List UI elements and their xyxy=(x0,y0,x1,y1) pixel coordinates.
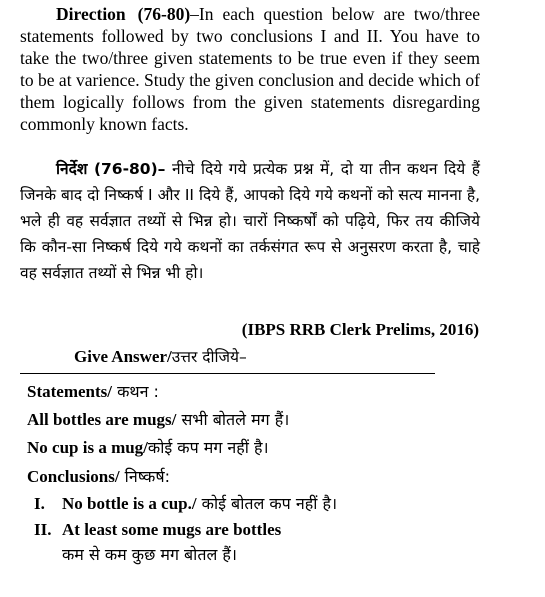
direction-hindi xyxy=(20,156,480,286)
conclusion-1-number: I. xyxy=(34,494,45,513)
conclusion-1-en: No bottle is a cup./ xyxy=(62,494,197,513)
direction-hindi-text: नीचे दिये गये प्रत्येक प्रश्न में, दो या तीन कथन दिये हैं जिनके बाद दो निष्कर्ष I और II दिये हैं, आपको दिये गये कथनों को सत्य मानना है, भले ही वह सर्वज्ञात तथ्यों से भिन्न हो। चारों निष्कर्षों को पढ़िये, फिर तय कीजिये कि कौन-सा निष्कर्ष दिये गये कथनों का तर्कसंगत रूप से अनुसरण करता है, चाहे वह सर्वज्ञात तथ्यों से भिन्न भी हो। xyxy=(20,160,481,282)
give-answer-hi: उत्तर दीजिये– xyxy=(171,348,247,366)
statements-heading-hi: कथन : xyxy=(111,382,159,401)
direction-hindi-label: निर्देश xyxy=(56,160,88,178)
divider xyxy=(20,373,435,374)
conclusion-2-hi: कम से कम कुछ मग बोतल हैं। xyxy=(62,545,237,564)
direction-text: –In each question below are two/three statements followed by two conclusions I and II. You have to take the two/three given statements to be true even if they seem to be at varience. Study the given conclusion and decide which of them logically follows from the given statements disregarding commonly known facts. xyxy=(20,4,480,134)
give-answer-en: Give Answer/ xyxy=(74,347,172,366)
conclusions-heading-hi: निष्कर्ष: xyxy=(119,467,170,486)
statement-1 xyxy=(27,408,289,430)
direction-hindi-range: (76-80)– xyxy=(93,160,166,178)
direction-label: Direction xyxy=(56,4,126,24)
statement-1-en: All bottles are mugs/ xyxy=(27,410,177,429)
conclusion-2-number: II. xyxy=(34,520,52,539)
exam-source: (IBPS RRB Clerk Prelims, 2016) xyxy=(241,320,479,339)
give-answer xyxy=(74,345,247,367)
statement-1-hi: सभी बोतले मग हैं। xyxy=(176,410,290,429)
statements-heading xyxy=(27,380,159,402)
conclusions-heading xyxy=(27,465,170,487)
statement-2-en: No cup is a mug/ xyxy=(27,438,148,457)
conclusion-2 xyxy=(34,520,281,540)
direction-range: (76-80) xyxy=(137,4,191,24)
statements-heading-en: Statements/ xyxy=(27,382,112,401)
conclusions-heading-en: Conclusions/ xyxy=(27,467,120,486)
conclusion-1 xyxy=(34,492,337,514)
conclusion-2-en: At least some mugs are bottles xyxy=(62,520,282,539)
statement-2-hi: कोई कप मग नहीं है। xyxy=(147,438,269,457)
direction-english xyxy=(20,3,480,135)
statement-2 xyxy=(27,436,269,458)
conclusion-1-hi: कोई बोतल कप नहीं है। xyxy=(196,494,338,513)
